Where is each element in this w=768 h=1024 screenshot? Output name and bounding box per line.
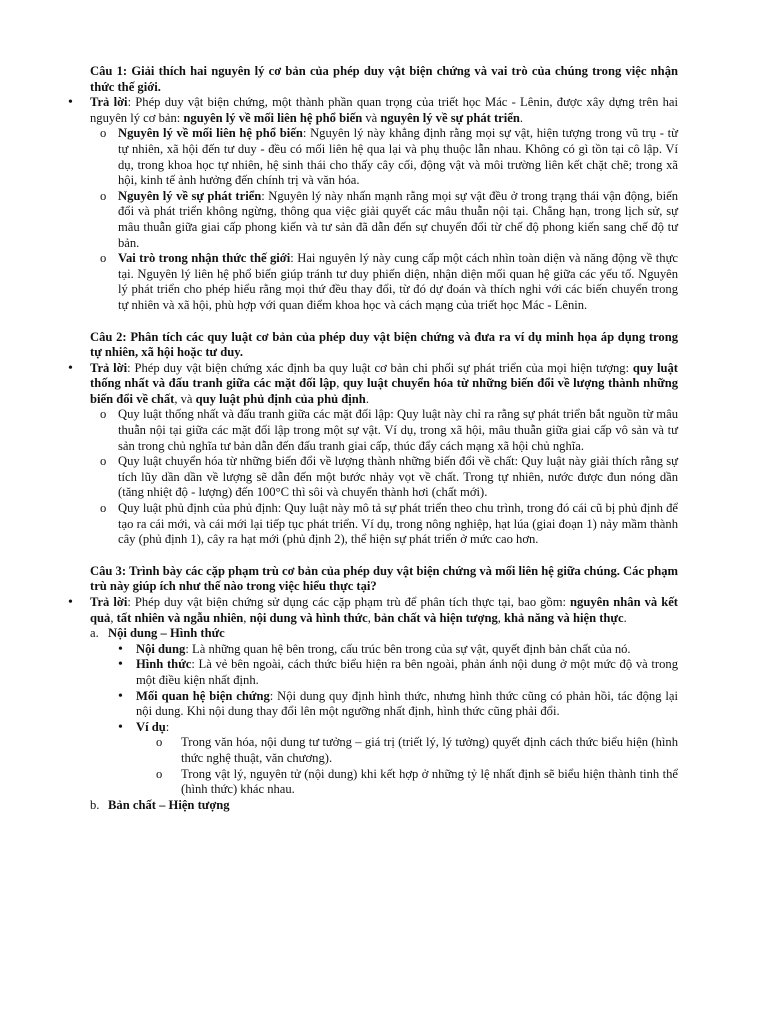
q3-a-item-4: • Ví dụ: (118, 719, 170, 735)
list-marker-a: a. (90, 626, 99, 641)
question-3-title: Câu 3: Trình bày các cặp phạm trù cơ bản của phép duy vật biện chứng và mối liên hệ giữa chúng. Các phạm trù này giúp ích như thế nào trong việc hiểu thực tại? (90, 563, 678, 594)
bullet-icon: • (68, 360, 73, 376)
q2-sub-item-1: o Quy luật thống nhất và đấu tranh giữa các mặt đối lập: Quy luật này chỉ ra rằng sự phát triển bắt nguồn từ mâu thuẫn nội tại giữa các mặt đối lập trong một sự vật. Ví dụ, trong xã hội, mâu thuẫn giữa giai cấp vô sản và tư sản trong chủ nghĩa tư bản dẫn đến đấu tranh giai cấp, thúc đẩy cách mạng xã hội chủ nghĩa. (100, 407, 678, 453)
question-3-answer: • Trả lời: Phép duy vật biện chứng sử dụng các cặp phạm trù để phân tích thực tại, bao gồm: nguyên nhân và kết quả, tất nhiên và ngẫu nhiên, nội dung và hình thức, bản chất và hiện tượng, khả năng và hiện thực. (68, 595, 678, 625)
bullet-icon: • (68, 595, 73, 610)
bullet-icon: • (118, 688, 123, 704)
q3-example-2: o Trong vật lý, nguyên tử (nội dung) khi kết hợp ở những tỷ lệ nhất định sẽ biểu hiện thành tinh thể (hình thức) khác nhau. (156, 766, 678, 797)
circle-bullet-icon: o (100, 251, 107, 266)
q3-a-item-1: • Nội dung: Là những quan hệ bên trong, cấu trúc bên trong của sự vật, quyết định bản chất của nó. (118, 641, 631, 657)
q3-example-1: o Trong văn hóa, nội dung tư tưởng – giá trị (triết lý, lý tưởng) quyết định cách thức biểu hiện (hình thức nghệ thuật, văn chương). (156, 735, 678, 765)
bullet-icon: • (118, 719, 123, 735)
question-1-title: Câu 1: Giải thích hai nguyên lý cơ bản của phép duy vật biện chứng và vai trò của chúng trong việc nhận thức thế giới. (90, 64, 678, 94)
bullet-icon: • (118, 641, 123, 657)
bullet-icon: • (68, 95, 73, 111)
question-1-answer: • Trả lời: Phép duy vật biện chứng, một thành phần quan trọng của triết học Mác - Lênin, được xây dựng trên hai nguyên lý cơ bản: nguyên lý về mối liên hệ phổ biến và nguyên lý về sự phát triển. (68, 95, 678, 125)
bullet-icon: • (118, 657, 123, 673)
question-2-answer: • Trả lời: Phép duy vật biện chứng xác định ba quy luật cơ bản chi phối sự phát triển của mọi hiện tượng: quy luật thống nhất và đấu tranh giữa các mặt đối lập, quy luật chuyển hóa từ những biến đổi về lượng thành những biến đổi về chất, và quy luật phủ định của phủ định. (68, 360, 679, 406)
circle-bullet-icon: o (156, 735, 163, 750)
circle-bullet-icon: o (100, 501, 107, 516)
circle-bullet-icon: o (100, 188, 107, 203)
q2-sub-item-3: o Quy luật phủ định của phủ định: Quy luật này mô tả sự phát triển theo chu trình, trong đó cái cũ bị phủ định để tạo ra cái mới, và cái mới lại tiếp tục phát triển. Ví dụ, trong nông nghiệp, hạt lúa (giai đoạn 1) nảy mầm thành cây (phủ định 1), cây ra hạt mới (phủ định 2), thể hiện sự phát triển ở mức cao hơn. (100, 501, 678, 547)
circle-bullet-icon: o (100, 454, 107, 469)
list-marker-b: b. (90, 797, 100, 812)
q3-a-item-3: • Mối quan hệ biện chứng: Nội dung quy định hình thức, nhưng hình thức cũng có phản hồi, tác động lại nội dung. Khi nội dung thay đổi lên một ngưỡng nhất định, hình thức cũng phải đổi. (118, 688, 679, 719)
circle-bullet-icon: o (100, 126, 107, 141)
q1-sub-item-3: o Vai trò trong nhận thức thế giới: Hai nguyên lý này cung cấp một cách nhìn toàn diện và năng động về thực tại. Nguyên lý liên hệ phổ biến giúp tránh tư duy phiến diện, nhận diện mối quan hệ giữa các yếu tố. Nguyên lý phát triển cho phép hiểu rằng mọi thứ đều thay đổi, từ đó dự đoán và thích nghi với các biến chuyển trong tự nhiên và xã hội, phù hợp với quan điểm khoa học và cách mạng của triết học Mác - Lênin. (100, 251, 678, 312)
document-page (68, 64, 679, 813)
q1-sub-item-1: o Nguyên lý về mối liên hệ phổ biến: Nguyên lý này khẳng định rằng mọi sự vật, hiện tượng trong vũ trụ - từ tự nhiên, xã hội đến tư duy - đều có mối liên hệ qua lại và phụ thuộc lẫn nhau. Không có gì tồn tại cô lập. Ví dụ, trong khoa học tự nhiên, hệ sinh thái cho thấy cây cối, động vật và môi trường liên kết chặt chẽ; trong xã hội, kinh tế ảnh hưởng đến chính trị và văn hóa. (100, 126, 678, 188)
question-2-title: Câu 2: Phân tích các quy luật cơ bản của phép duy vật biện chứng và đưa ra ví dụ minh họa áp dụng trong tự nhiên, xã hội hoặc tư duy. (90, 329, 678, 360)
q2-sub-item-2: o Quy luật chuyển hóa từ những biến đổi về lượng thành những biến đổi về chất: Quy luật này giải thích rằng sự tích lũy dần dần về lượng sẽ dẫn đến một bước nhảy vọt về chất. Trong tự nhiên, nước được đun nóng dần (tăng nhiệt độ - lượng) đến 100°C thì sôi và chuyển thành hơi (chất mới). (100, 454, 678, 500)
q3-a-item-2: • Hình thức: Là vẻ bên ngoài, cách thức biểu hiện ra bên ngoài, phản ánh nội dung ở một mức độ và trong một điều kiện nhất định. (118, 657, 678, 687)
circle-bullet-icon: o (156, 766, 163, 781)
q1-sub-item-2: o Nguyên lý về sự phát triển: Nguyên lý này nhấn mạnh rằng mọi sự vật đều ở trong trạng thái vận động, biến đổi và phát triển không ngừng, thông qua việc giải quyết các mâu thuẫn nội tại. Chẳng hạn, trong lịch sử, sự mâu thuẫn giữa giai cấp phong kiến và tư sản đã dẫn đến sự chuyển đổi từ chế độ phong kiến sang chế độ tư bản. (100, 188, 678, 250)
circle-bullet-icon: o (100, 407, 107, 422)
section-a-heading: a. Nội dung – Hình thức (90, 626, 225, 641)
section-b-heading: b. Bản chất – Hiện tượng (90, 797, 230, 812)
